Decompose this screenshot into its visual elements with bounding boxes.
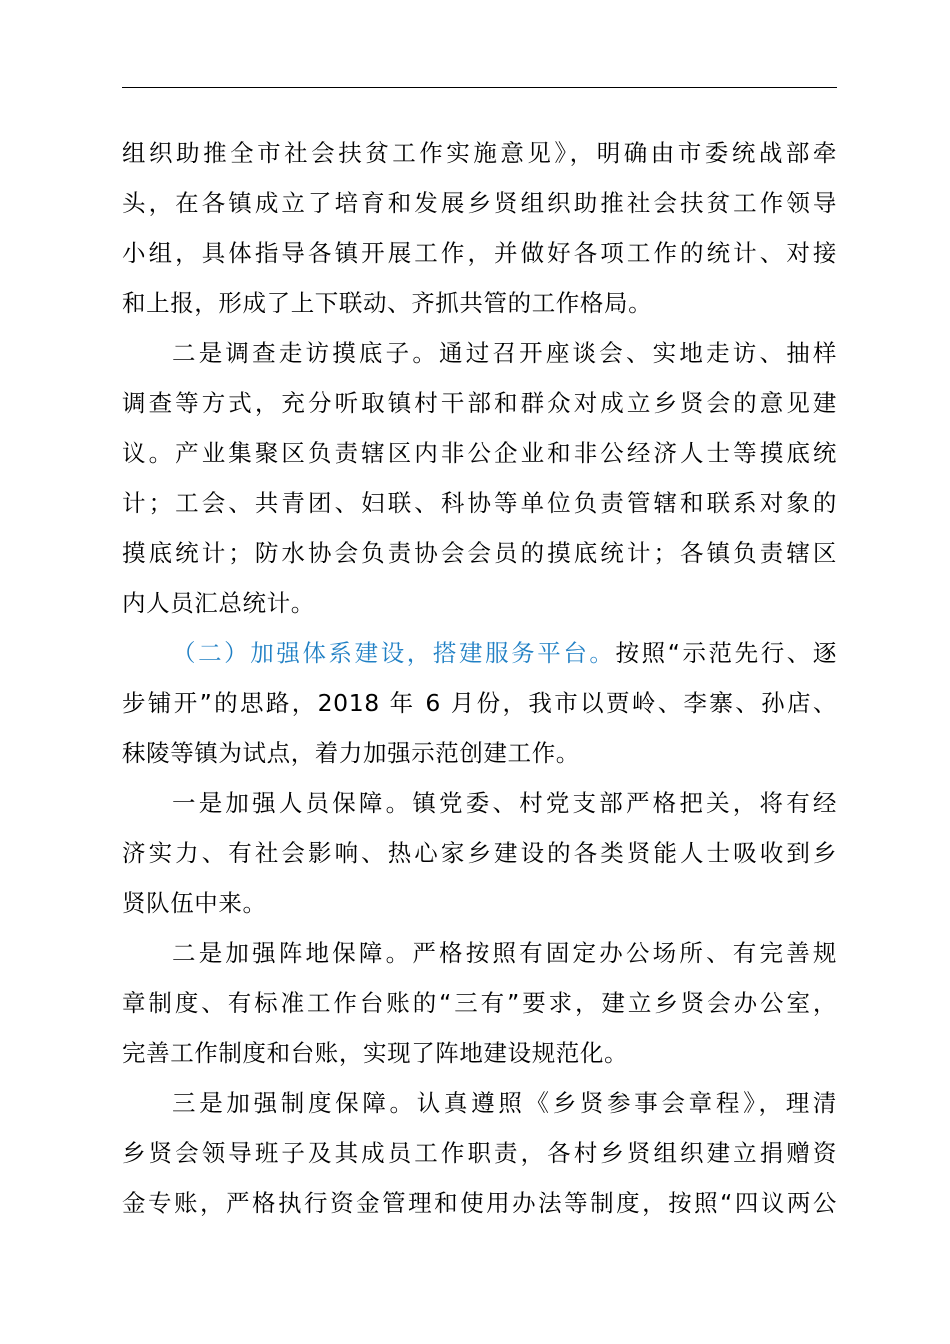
text-line: 议。产业集聚区负责辖区内非公企业和非公经济人士等摸底统 [122,439,837,467]
text-line: 头，在各镇成立了培育和发展乡贤组织助推社会扶贫工作领导 [122,189,837,217]
text-line: 金专账，严格执行资金管理和使用办法等制度，按照“四议两公 [122,1189,837,1217]
text-line: 步铺开”的思路，2018 年 6 月份，我市以贾岭、李寨、孙店、 [122,689,837,717]
text-line: 和上报，形成了上下联动、齐抓共管的工作格局。 [122,289,653,317]
text-line: 三是加强制度保障。认真遵照《乡贤参事会章程》，理清 [172,1089,837,1117]
text-line: 完善工作制度和台账，实现了阵地建设规范化。 [122,1039,629,1067]
section-heading: （二）加强体系建设，搭建服务平台。 [172,639,616,667]
text-line: 计；工会、共青团、妇联、科协等单位负责管辖和联系对象的 [122,489,837,517]
text-line: 二是调查走访摸底子。通过召开座谈会、实地走访、抽样 [172,339,837,367]
text-line: 一是加强人员保障。镇党委、村党支部严格把关，将有经 [172,789,837,817]
text-line: 摸底统计；防水协会负责协会会员的摸底统计；各镇负责辖区 [122,539,837,567]
text-line: 小组，具体指导各镇开展工作，并做好各项工作的统计、对接 [122,239,837,267]
section-heading-line [122,628,837,678]
document-body [122,128,837,1228]
text-line: 秣陵等镇为试点，着力加强示范创建工作。 [122,739,580,767]
section-heading-tail: 按照“示范先行、逐 [615,639,838,667]
text-line: 济实力、有社会影响、热心家乡建设的各类贤能人士吸收到乡 [122,839,837,867]
text-line: 组织助推全市社会扶贫工作实施意见》，明确由市委统战部牵 [122,139,837,167]
text-line: 内人员汇总统计。 [122,589,315,617]
text-line: 章制度、有标准工作台账的“三有”要求，建立乡贤会办公室， [122,989,837,1017]
text-line: 乡贤会领导班子及其成员工作职责，各村乡贤组织建立捐赠资 [122,1139,837,1167]
text-line: 调查等方式，充分听取镇村干部和群众对成立乡贤会的意见建 [122,389,837,417]
text-line: 二是加强阵地保障。严格按照有固定办公场所、有完善规 [172,939,837,967]
text-line: 贤队伍中来。 [122,889,267,917]
header-rule [122,87,837,88]
